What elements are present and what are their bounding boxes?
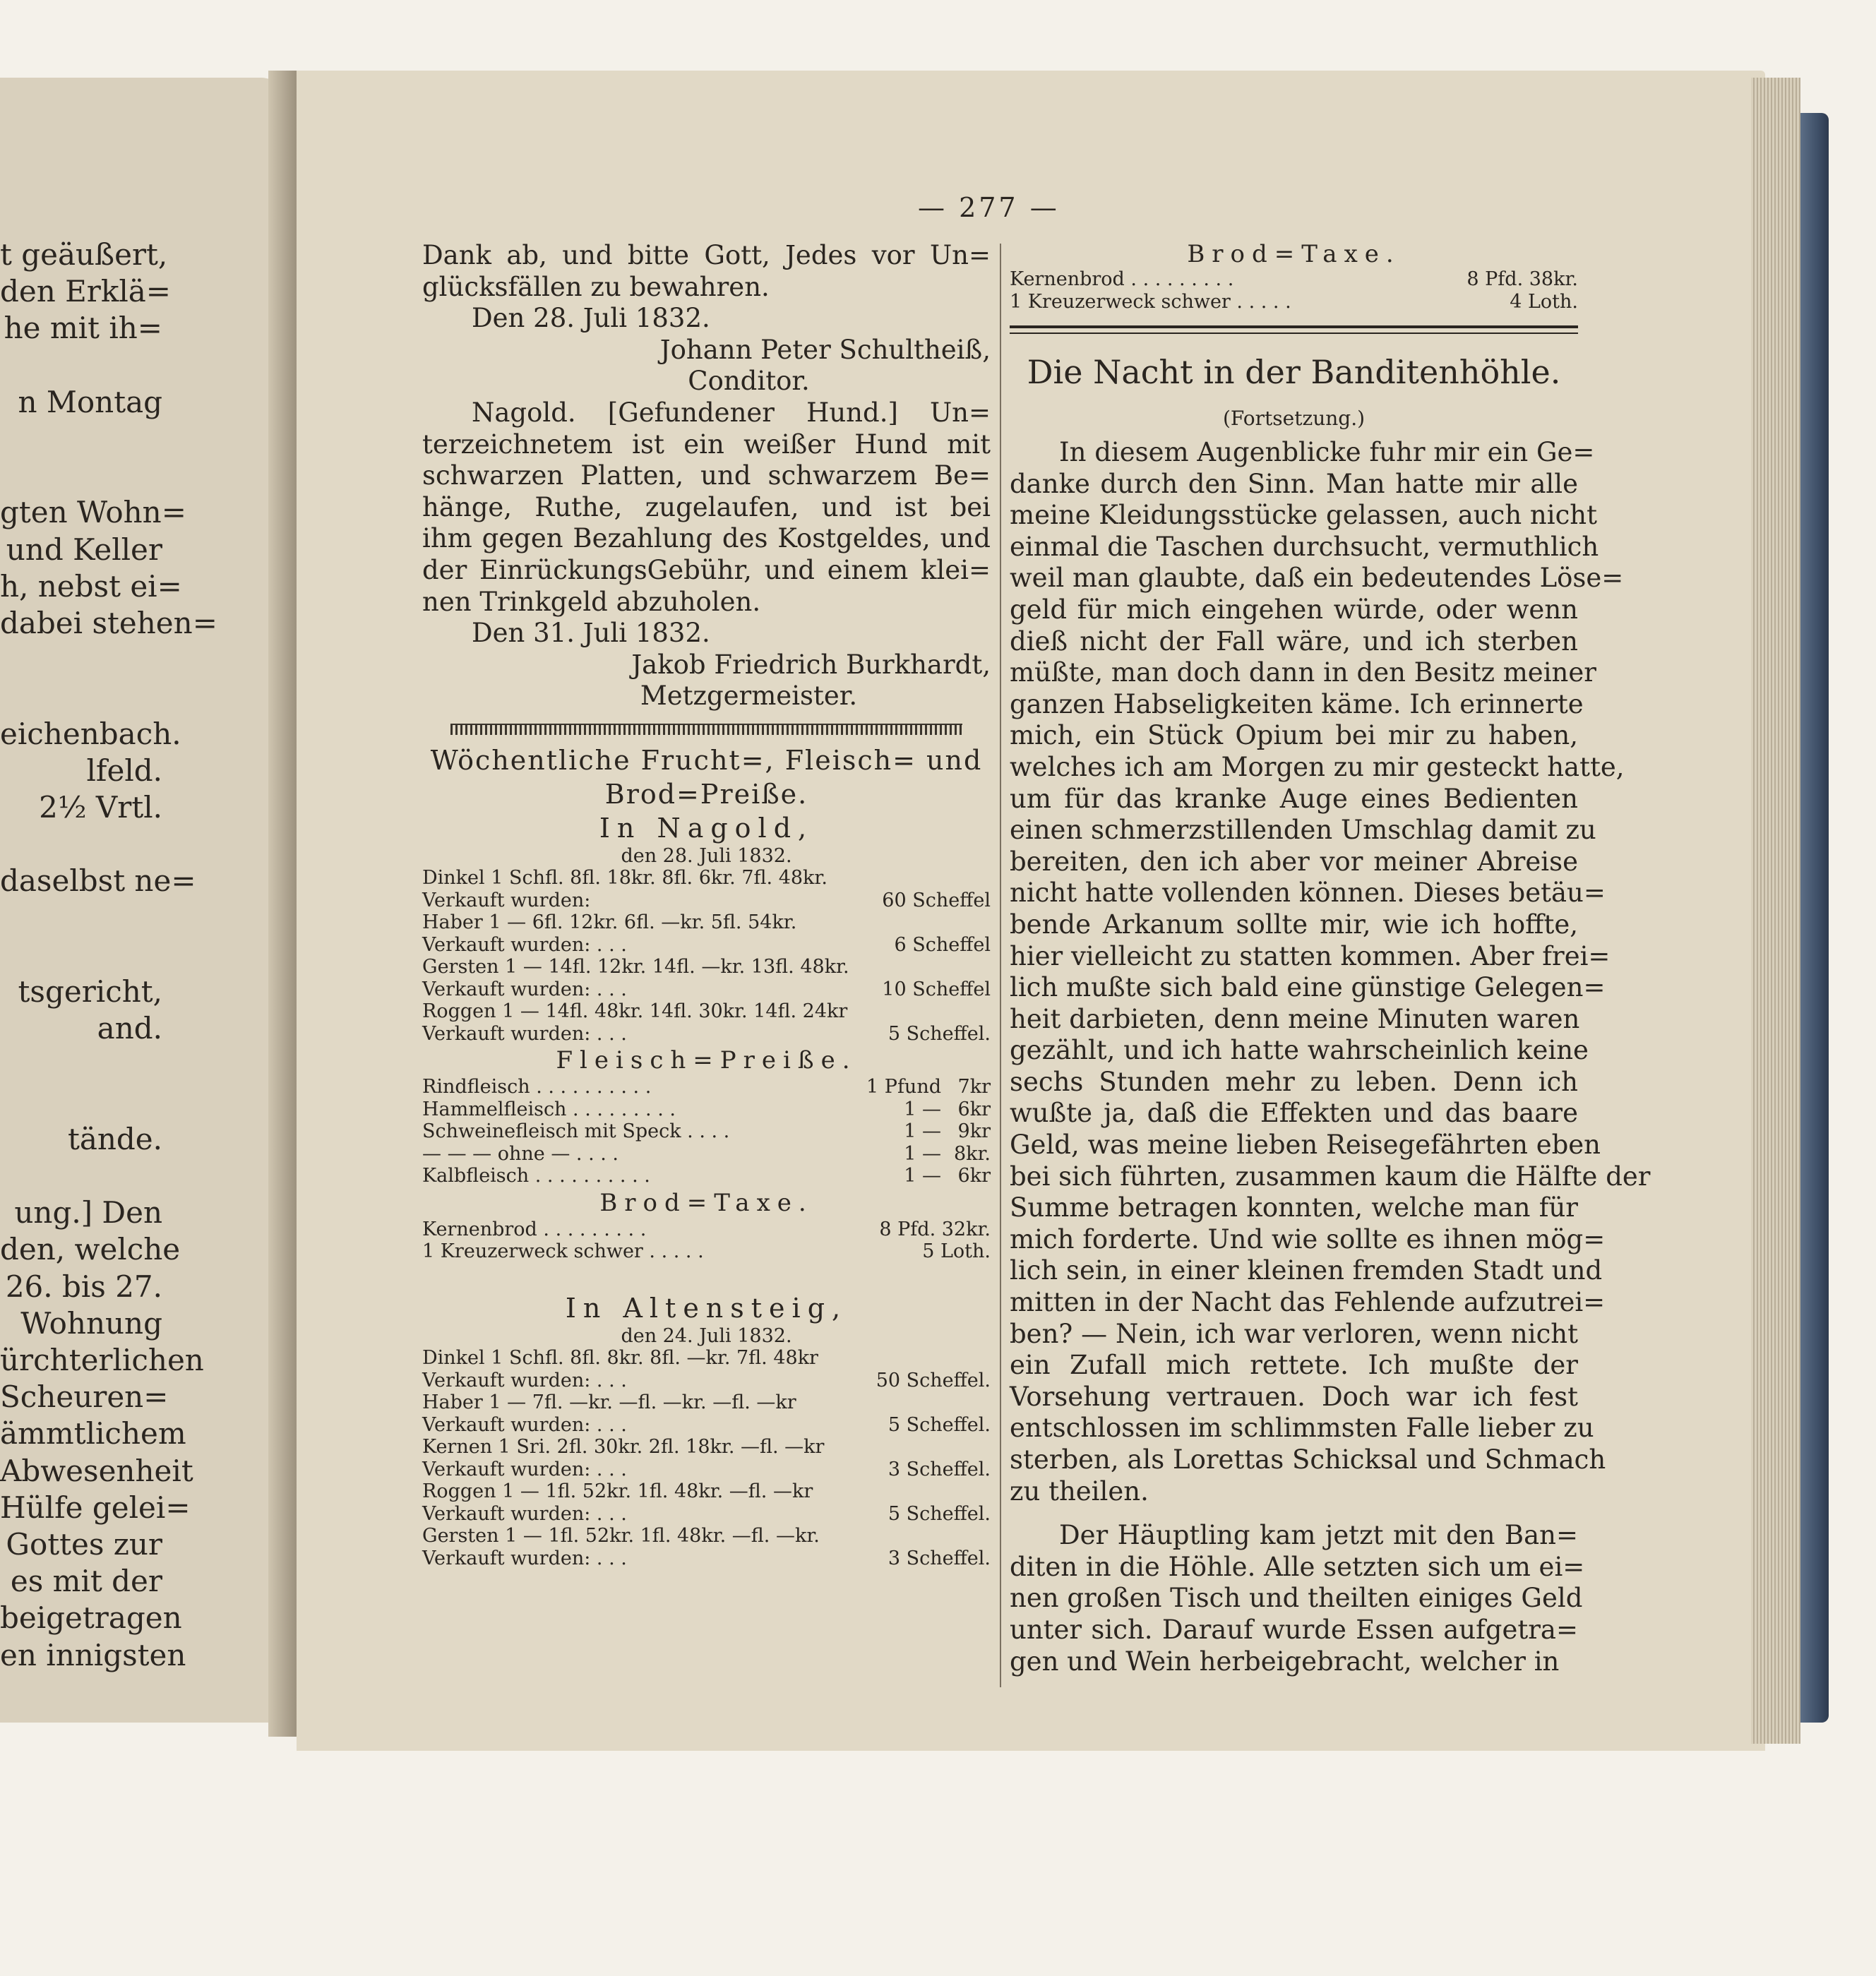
price-row-value: 50 Scheffel. [876, 1369, 991, 1391]
bread-row [1010, 291, 1578, 313]
notice-date: Den 28. Juli 1832. [472, 303, 710, 334]
section-rule [450, 724, 962, 735]
meat-price-table [422, 1076, 991, 1187]
prices-heading: Brod=Preiße. [604, 778, 808, 810]
bread-value: 5 Loth. [922, 1240, 991, 1263]
story-line: gezählt, und ich hatte wahrscheinlich keine [1010, 1035, 1589, 1066]
price-row [422, 1391, 991, 1414]
notice-date: Den 31. Juli 1832. [472, 618, 710, 649]
right-column [1010, 240, 1651, 1677]
price-row [422, 1547, 991, 1570]
meat-price: 7kr [957, 1076, 991, 1098]
book-spine [1800, 113, 1829, 1723]
bread-row [422, 1240, 991, 1263]
meat-qty: 1 — [904, 1165, 941, 1187]
price-row-label: Kernen 1 Sri. 2fl. 30kr. 2fl. 18kr. —fl. —kr [422, 1436, 825, 1459]
story-line: meine Kleidungsstücke gelassen, auch nicht [1010, 500, 1597, 531]
price-row-label: Roggen 1 — 14fl. 48kr. 14fl. 30kr. 14fl. 24kr [422, 1000, 848, 1023]
price-row-label: Verkauft wurden: . . . [422, 1022, 627, 1045]
price-row [422, 1436, 991, 1459]
story-line: Der Häuptling kam jetzt mit den Ban= [1059, 1520, 1578, 1551]
story-line: heit darbieten, denn meine Minuten waren [1010, 1003, 1580, 1034]
left-page-fragment: Scheuren= [0, 1379, 169, 1415]
bread-item: 1 Kreuzerweck schwer . . . . . [1010, 290, 1291, 313]
meat-row [422, 1143, 991, 1166]
story-line: welches ich am Morgen zu mir gesteckt hatte, [1010, 751, 1625, 782]
left-page-fragment: beigetragen [0, 1600, 182, 1636]
story-line: um für das kranke Auge eines Bedienten [1010, 783, 1578, 814]
price-row-label: Verkauft wurden: . . . [422, 1369, 627, 1391]
story-subtitle: (Fortsetzung.) [1222, 407, 1366, 430]
notice-line: der EinrückungsGebühr, und einem klei= [422, 554, 991, 585]
left-page-fragment: gten Wohn= [0, 495, 186, 530]
story-line: mitten in der Nacht das Fehlende aufzutrei= [1010, 1287, 1606, 1318]
bread-value: 4 Loth. [1510, 290, 1578, 313]
left-page-fragment: ung.] Den [14, 1195, 162, 1230]
left-page-fragment: den Erklä= [0, 274, 171, 309]
price-row [422, 1347, 991, 1370]
story-line: ben? — Nein, ich war verloren, wenn nicht [1010, 1318, 1578, 1349]
left-page-fragment: ämmtlichem [0, 1416, 186, 1451]
bread-item: Kernenbrod . . . . . . . . . [1010, 268, 1234, 290]
bread-value: 8 Pfd. 32kr. [879, 1218, 991, 1240]
story-line: geld für mich eingehen würde, oder wenn [1010, 594, 1578, 625]
story-line: Geld, was meine lieben Reisegefährten eben [1010, 1130, 1601, 1161]
story-line: sechs Stunden mehr zu leben. Denn ich [1010, 1066, 1578, 1097]
left-page-fragment: lfeld. [86, 753, 162, 788]
left-page-fragment: t geäußert, [0, 237, 168, 272]
column-divider [1000, 244, 1001, 1687]
meat-item: Kalbfleisch . . . . . . . . . . [422, 1165, 650, 1187]
price-row-label: Gersten 1 — 14fl. 12kr. 14fl. —kr. 13fl. 48kr. [422, 956, 849, 978]
left-page-fragment: tände. [67, 1121, 162, 1156]
notice-line: Nagold. [Gefundener Hund.] Un= [472, 397, 991, 428]
meat-row [422, 1120, 991, 1143]
price-row-value: 5 Scheffel. [888, 1502, 991, 1525]
story-line: weil man glaubte, daß ein bedeutendes Löse= [1010, 563, 1624, 594]
meat-price: 6kr [957, 1098, 991, 1120]
story-line: dieß nicht der Fall wäre, und ich sterben [1010, 625, 1578, 657]
bread-price-table [1010, 268, 1578, 313]
left-page-fragment: and. [97, 1011, 162, 1046]
story-line: einen schmerzstillenden Umschlag damit zu [1010, 815, 1596, 846]
price-row [422, 890, 991, 912]
grain-price-table [422, 867, 991, 1045]
price-row [422, 1459, 991, 1481]
price-row [422, 934, 991, 957]
price-row [422, 911, 991, 934]
price-row [422, 1370, 991, 1392]
left-page-fragment: und Keller [6, 532, 162, 567]
left-page-fragment: 26. bis 27. [5, 1269, 162, 1304]
story-paragraph [1010, 1520, 1585, 1677]
signer-name: Jakob Friedrich Burkhardt, [631, 649, 991, 680]
price-row-value: 5 Scheffel. [888, 1413, 991, 1436]
price-row [422, 1525, 991, 1547]
story-line: zu theilen. [1010, 1475, 1149, 1507]
notice-line: terzeichnetem ist ein weißer Hund mit [422, 429, 991, 460]
price-row [422, 1000, 991, 1023]
meat-price: 9kr [957, 1120, 991, 1143]
intro-line: glücksfällen zu bewahren. [422, 271, 770, 302]
meat-item: Schweinefleisch mit Speck . . . . [422, 1120, 730, 1143]
story-line: danke durch den Sinn. Man hatte mir alle [1010, 468, 1578, 499]
meat-price: 8kr. [953, 1142, 991, 1165]
market-date: den 24. Juli 1832. [621, 1324, 792, 1347]
story-line: nicht hatte vollenden können. Dieses betäu= [1010, 878, 1606, 909]
left-page-fragment: den, welche [0, 1232, 181, 1267]
price-row-label: Verkauft wurden: . . . [422, 933, 627, 956]
price-row-label: Roggen 1 — 1fl. 52kr. 1fl. 48kr. —fl. —kr [422, 1480, 813, 1503]
bread-item: 1 Kreuzerweck schwer . . . . . [422, 1240, 704, 1263]
story-title: Die Nacht in der Banditenhöhle. [1027, 353, 1561, 391]
meat-qty-price [904, 1165, 991, 1187]
meat-item: Hammelfleisch . . . . . . . . . [422, 1098, 676, 1120]
story-line: diten in die Höhle. Alle setzten sich um ei= [1010, 1551, 1585, 1582]
story-line: mich, ein Stück Opium bei mir zu haben, [1010, 720, 1578, 751]
story-line: Summe betragen konnten, welche man für [1010, 1192, 1578, 1223]
notice-line: hänge, Ruthe, zugelaufen, und ist bei [422, 491, 991, 522]
signer-name: Johann Peter Schultheiß, [659, 334, 991, 365]
market-place: In Altensteig, [565, 1292, 848, 1324]
story-line: wußte ja, daß die Effekten und das baare [1010, 1098, 1578, 1129]
bread-price-table [422, 1218, 991, 1263]
intro-line: Dank ab, und bitte Gott, Jedes vor Un= [422, 240, 991, 270]
meat-qty-price [904, 1143, 991, 1166]
meat-qty-price [904, 1120, 991, 1143]
price-row-label: Verkauft wurden: . . . [422, 1547, 627, 1569]
meat-row [422, 1076, 991, 1098]
left-page-fragment: Abwesenheit [0, 1453, 193, 1488]
meat-item: Rindfleisch . . . . . . . . . . [422, 1076, 652, 1098]
market-date: den 28. Juli 1832. [621, 844, 792, 867]
price-row-label: Haber 1 — 7fl. —kr. —fl. —kr. —fl. —kr [422, 1391, 796, 1414]
price-row-label: Haber 1 — 6fl. 12kr. 6fl. —kr. 5fl. 54kr. [422, 911, 797, 934]
notice-line: schwarzen Platten, und schwarzem Be= [422, 460, 991, 491]
left-page-fragment: Gottes zur [6, 1527, 162, 1562]
story-line: unter sich. Darauf wurde Essen aufgetra= [1010, 1614, 1578, 1645]
story-line: entschlossen im schlimmsten Falle lieber zu [1010, 1413, 1594, 1444]
left-page-fragment: ürchterlichen [0, 1343, 204, 1377]
left-page-fragment: dabei stehen= [0, 606, 217, 640]
story-line: In diesem Augenblicke fuhr mir ein Ge= [1059, 437, 1595, 467]
bread-row [422, 1218, 991, 1241]
price-row-label: Verkauft wurden: . . . [422, 1502, 627, 1525]
story-paragraph [1010, 437, 1651, 1507]
bread-value: 8 Pfd. 38kr. [1466, 268, 1578, 290]
story-line: hier vielleicht zu statten kommen. Aber frei= [1010, 940, 1611, 971]
story-line: mich forderte. Und wie sollte es ihnen mög= [1010, 1223, 1606, 1255]
story-line: Vorsehung vertrauen. Doch war ich fest [1010, 1381, 1578, 1412]
left-page-fragment: eichenbach. [0, 716, 181, 751]
story-line: gen und Wein herbeigebracht, welcher in [1010, 1646, 1560, 1677]
left-page-fragment: h, nebst ei= [0, 568, 182, 604]
meat-qty: 1 — [904, 1120, 941, 1143]
meat-row [422, 1098, 991, 1121]
bread-heading: Brod=Taxe. [1187, 240, 1401, 268]
price-row [422, 1480, 991, 1503]
price-row-value: 6 Scheffel [894, 933, 991, 956]
story-line: bei sich führten, zusammen kaum die Hälfte der [1010, 1161, 1651, 1192]
bread-item: Kernenbrod . . . . . . . . . [422, 1218, 647, 1240]
grain-price-table [422, 1347, 991, 1569]
price-row [422, 1414, 991, 1437]
story-line: nen großen Tisch und theilten einiges Geld [1010, 1583, 1583, 1614]
price-row-label: Verkauft wurden: [422, 889, 591, 911]
meat-qty-price [866, 1076, 991, 1098]
page-number: — 277 — [918, 192, 1060, 223]
left-column [422, 240, 991, 1569]
bread-heading: Brod=Taxe. [599, 1188, 813, 1217]
page-edges [1751, 78, 1800, 1744]
price-row-value: 5 Scheffel. [888, 1022, 991, 1045]
story-line: einmal die Taschen durchsucht, vermuthlich [1010, 531, 1599, 562]
story-line: bereiten, den ich aber vor meiner Abreise [1010, 846, 1578, 877]
story-line: lich mußte sich bald eine günstige Gelegen= [1010, 972, 1606, 1003]
story-line: müßte, man doch dann in den Besitz meiner [1010, 657, 1596, 688]
meat-qty: 1 — [904, 1098, 941, 1120]
story-line: lich sein, in einer kleinen fremden Stadt und [1010, 1255, 1603, 1286]
left-page-fragment: Hülfe gelei= [0, 1490, 191, 1525]
meat-qty-price [904, 1098, 991, 1121]
left-page-fragment: n Montag [18, 384, 162, 419]
price-row-label: Verkauft wurden: . . . [422, 1413, 627, 1436]
notice-line: ihm gegen Bezahlung des Kostgeldes, und [422, 523, 991, 554]
price-row [422, 867, 991, 890]
prices-heading: Wöchentliche Frucht=, Fleisch= und [430, 744, 983, 776]
meat-qty: 1 Pfund [866, 1076, 941, 1098]
meat-heading: Fleisch=Preiße. [556, 1046, 857, 1075]
story-line: bende Arkanum sollte mir, wie ich hoffte, [1010, 909, 1578, 940]
left-page [0, 78, 282, 1723]
market-place: In Nagold, [599, 812, 814, 844]
meat-price: 6kr [957, 1165, 991, 1187]
price-row-label: Verkauft wurden: . . . [422, 1458, 627, 1480]
price-row-value: 60 Scheffel [882, 889, 991, 911]
section-rule [1010, 325, 1578, 334]
price-row-label: Dinkel 1 Schfl. 8fl. 18kr. 8fl. 6kr. 7fl. 48kr. [422, 867, 828, 890]
price-row-label: Verkauft wurden: . . . [422, 978, 627, 1000]
left-page-fragment: he mit ih= [4, 311, 162, 346]
meat-row [422, 1165, 991, 1187]
left-page-fragment: es mit der [10, 1564, 162, 1599]
price-row [422, 1023, 991, 1046]
price-row-value: 3 Scheffel. [888, 1458, 991, 1480]
price-row-label: Dinkel 1 Schfl. 8fl. 8kr. 8fl. —kr. 7fl. 48kr [422, 1347, 818, 1370]
price-row [422, 978, 991, 1001]
left-page-fragment: Wohnung [20, 1305, 162, 1341]
left-page-fragment: tsgericht, [18, 974, 162, 1009]
left-page-fragment: en innigsten [0, 1637, 186, 1672]
price-row [422, 956, 991, 978]
left-page-fragment: 2½ Vrtl. [39, 790, 162, 825]
story-line: ein Zufall mich rettete. Ich mußte der [1010, 1350, 1578, 1381]
meat-qty: 1 — [904, 1142, 941, 1165]
price-row-label: Gersten 1 — 1fl. 52kr. 1fl. 48kr. —fl. —kr. [422, 1525, 820, 1547]
left-page-fragment: daselbst ne= [0, 863, 196, 899]
meat-item: — — — ohne — . . . . [422, 1142, 619, 1165]
signer-title: Conditor. [688, 366, 810, 397]
price-row-value: 10 Scheffel [882, 978, 991, 1000]
story-line: ganzen Habseligkeiten käme. Ich erinnerte [1010, 688, 1584, 719]
bread-row [1010, 268, 1578, 291]
price-row-value: 3 Scheffel. [888, 1547, 991, 1569]
notice-line: nen Trinkgeld abzuholen. [422, 586, 761, 617]
story-line: sterben, als Lorettas Schicksal und Schmach [1010, 1444, 1606, 1475]
price-row [422, 1503, 991, 1526]
signer-title: Metzgermeister. [640, 681, 858, 712]
